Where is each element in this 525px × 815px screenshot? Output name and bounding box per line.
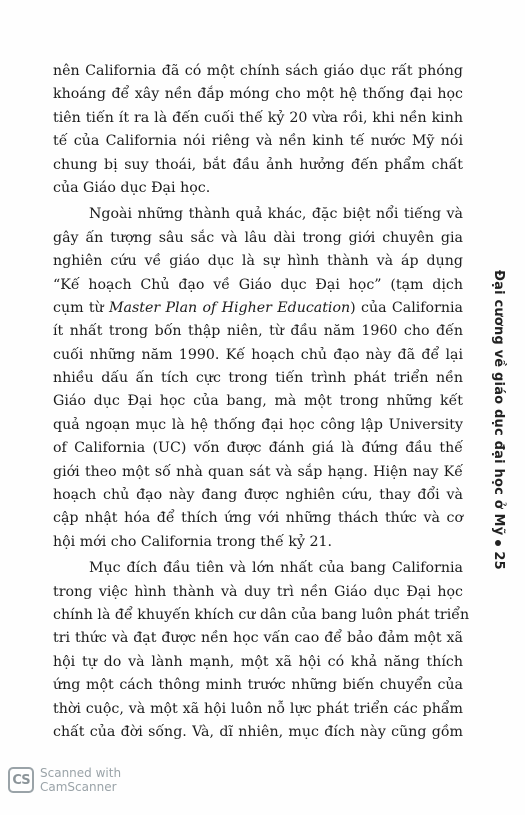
book-title: Đại cương về giáo dục đại học ở Mỹ bbox=[491, 270, 506, 536]
text-line: khoáng để xây nền đắp móng cho một hệ thống đại học bbox=[53, 86, 463, 103]
text-line: Mục đích đầu tiên và lớn nhất của bang California bbox=[89, 560, 463, 577]
text-line: chung bị suy thoái, bắt đầu ảnh hưởng đến phẩm chất bbox=[53, 156, 463, 173]
watermark-line: CamScanner bbox=[40, 780, 117, 794]
text-line: nhiều dấu ấn tích cực trong tiến trình phát triển nền bbox=[53, 370, 463, 387]
text-line: giới theo một số nhà quan sát và sắp hạng. Hiện nay Kế bbox=[53, 463, 463, 480]
italic-title: Master Plan of Higher Education bbox=[109, 299, 351, 316]
text-line: nên California đã có một chính sách giáo dục rất phóng bbox=[53, 63, 463, 79]
text-span: ) của California bbox=[350, 299, 463, 316]
text-line: tế của California nói riêng và nền kinh tế nước Mỹ nói bbox=[53, 133, 463, 150]
text-line: cập nhật hóa để thích ứng với những thách thức và cơ bbox=[53, 510, 463, 527]
camscanner-watermark bbox=[8, 766, 121, 794]
watermark-text bbox=[40, 766, 121, 794]
running-header bbox=[482, 270, 512, 570]
text-line: tiên tiến ít ra là đến cuối thế kỷ 20 vừa rồi, khi nền kinh bbox=[53, 109, 463, 126]
text-line: chất của đời sống. Và, dĩ nhiên, mục đích này cũng gồm bbox=[53, 723, 463, 740]
text-line bbox=[53, 297, 463, 320]
watermark-line: Scanned with bbox=[40, 766, 122, 780]
bullet-icon bbox=[496, 540, 502, 546]
camscanner-logo-icon: CS bbox=[8, 767, 34, 793]
text-span: cụm từ bbox=[53, 299, 110, 316]
text-line: hoạch chủ đạo này đang được nghiên cứu, thay đổi và bbox=[53, 487, 463, 504]
text-line: thời cuộc, và một xã hội luôn nỗ lực phát triển các phẩm bbox=[53, 700, 463, 717]
text-line: ít nhất trong bốn thập niên, từ đầu năm 1960 cho đến bbox=[53, 323, 463, 340]
text-line: cuối những năm 1990. Kế hoạch chủ đạo này đã để lại bbox=[53, 346, 463, 363]
text-line: hội tự do và lành mạnh, một xã hội có khả năng thích bbox=[53, 653, 463, 670]
text-line: của Giáo dục Đại học. bbox=[53, 179, 211, 196]
text-line: of California (UC) vốn được đánh giá là đứng đầu thế bbox=[53, 440, 463, 457]
text-line: gây ấn tượng sâu sắc và lâu dài trong giới chuyên gia bbox=[53, 229, 463, 246]
text-line: nghiên cứu về giáo dục là sự hình thành và áp dụng bbox=[53, 253, 463, 270]
page-number: 25 bbox=[491, 551, 506, 570]
body-text bbox=[53, 60, 470, 744]
text-line: chính là để khuyến khích cư dân của bang luôn phát triển bbox=[53, 606, 470, 623]
text-line: tri thức và đạt được nền học vấn cao để bảo đảm một xã bbox=[53, 630, 463, 647]
text-line: trong việc hình thành và duy trì nền Giáo dục Đại học bbox=[53, 583, 463, 600]
text-line: Ngoài những thành quả khác, đặc biệt nổi tiếng và bbox=[89, 206, 463, 223]
text-line: “Kế hoạch Chủ đạo về Giáo dục Đại học” (tạm dịch bbox=[53, 276, 463, 293]
text-line: ứng một cách thông minh trước những biến chuyển của bbox=[53, 677, 463, 694]
text-line: quả ngoạn mục là hệ thống đại học công lập University bbox=[53, 416, 463, 433]
text-line: Giáo dục Đại học của bang, mà một trong những kết bbox=[53, 393, 463, 410]
text-line: hội mới cho California trong thế kỷ 21. bbox=[53, 533, 333, 550]
running-header-text bbox=[491, 270, 506, 570]
